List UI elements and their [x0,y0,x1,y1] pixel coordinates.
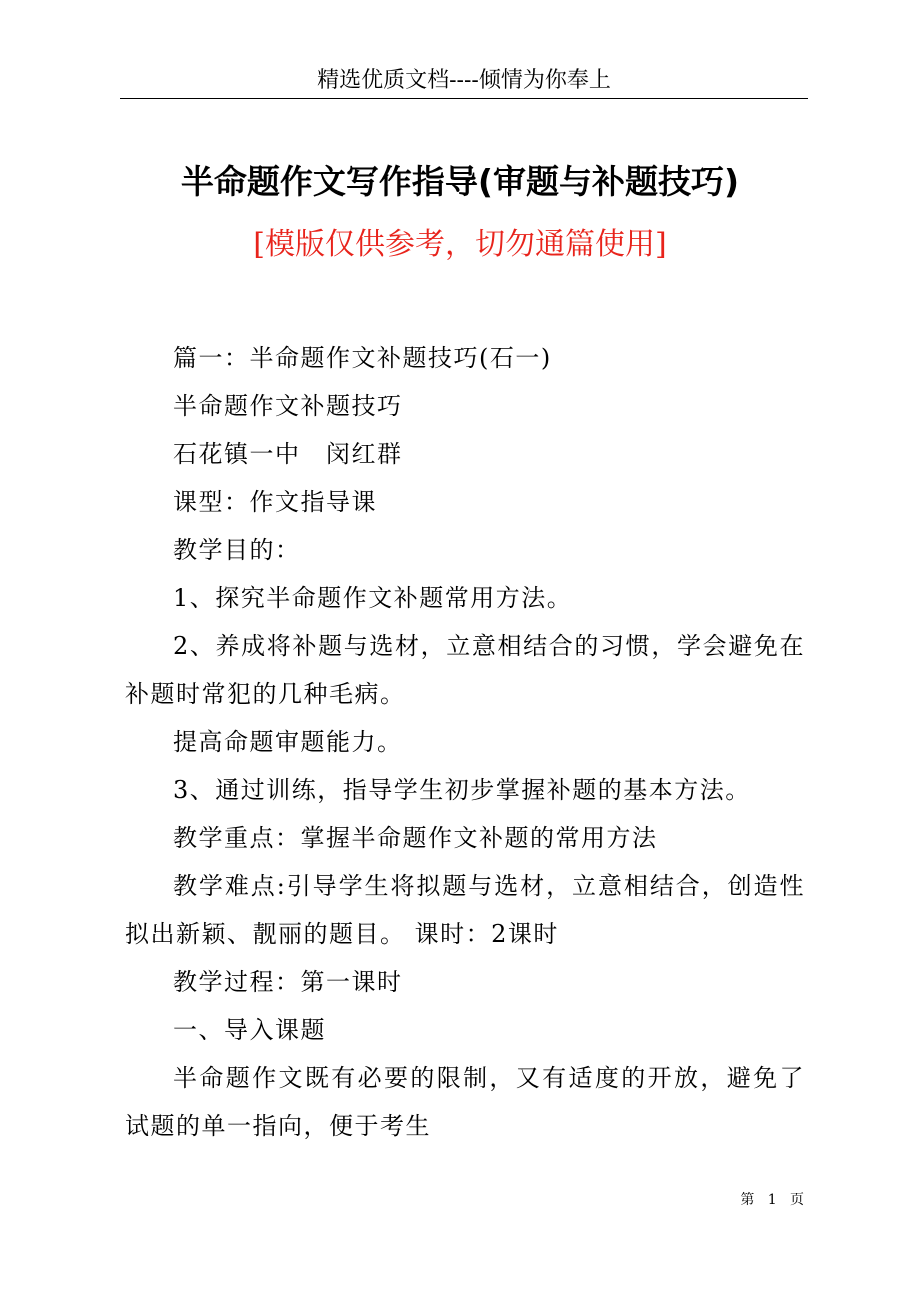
page-footer [740,1190,804,1210]
page-label-prefix: 第 [740,1192,755,1208]
document-body [125,334,805,1150]
paragraph: 一、导入课题 [173,1016,326,1044]
paragraph: 篇一：半命题作文补题技巧(石一) [173,344,552,372]
page-label-suffix: 页 [790,1192,804,1208]
paragraph: 课型：作文指导课 [173,488,377,516]
template-notice: [模版仅供参考，切勿通篇使用] [253,227,667,262]
paragraph: 教学重点：掌握半命题作文补题的常用方法 [173,824,658,852]
header-text: 精选优质文档----倾情为你奉上 [317,68,611,93]
document-title: 半命题作文写作指导(审题与补题技巧) [180,162,740,201]
paragraph: 石花镇一中 闵红群 [173,440,403,468]
paragraph: 教学难点:引导学生将拟题与选材，立意相结合，创造性拟出新颖、靓丽的题目。 课时：2课时 [125,872,805,948]
paragraph: 半命题作文补题技巧 [173,392,403,420]
paragraph: 教学过程：第一课时 [173,968,403,996]
paragraph: 提高命题审题能力。 [173,728,403,756]
paragraph: 3、通过训练，指导学生初步掌握补题的基本方法。 [173,776,751,804]
paragraph: 教学目的： [173,536,301,564]
page-number: 1 [767,1192,777,1208]
page-header [120,66,808,99]
paragraph: 1、探究半命题作文补题常用方法。 [173,584,573,612]
paragraph: 半命题作文既有必要的限制，又有适度的开放，避免了试题的单一指向，便于考生 [125,1064,805,1140]
paragraph: 2、养成将补题与选材，立意相结合的习惯，学会避免在补题时常犯的几种毛病。 [125,632,805,708]
